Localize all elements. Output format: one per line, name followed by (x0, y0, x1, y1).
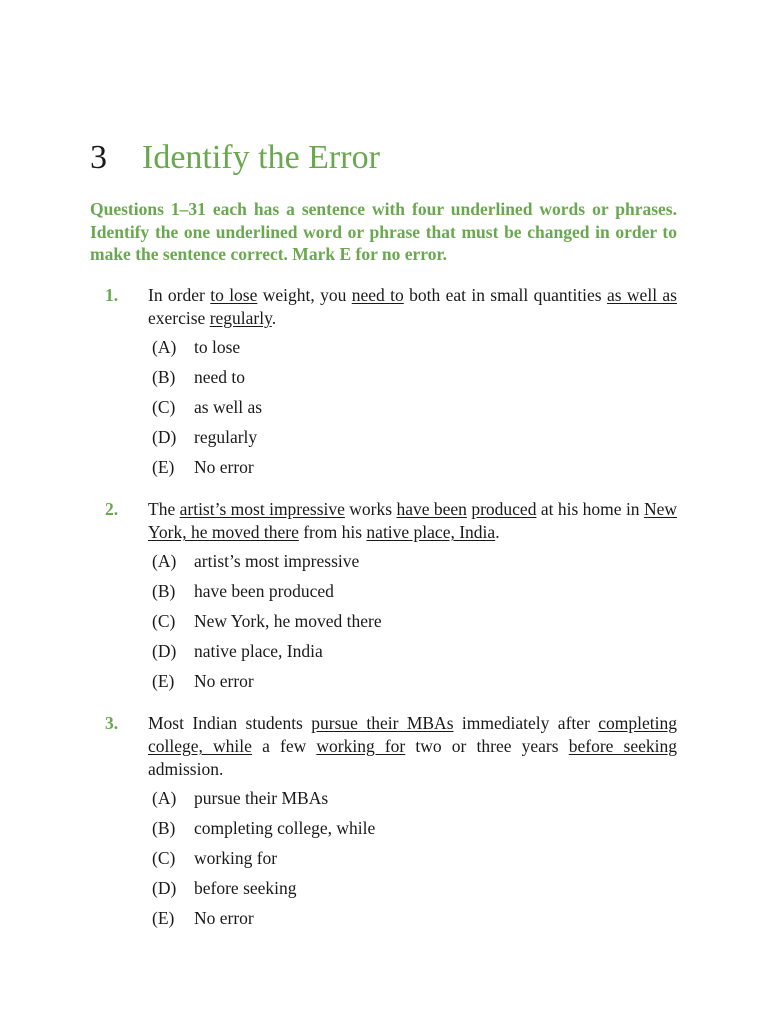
answer-option (152, 877, 677, 907)
question-stem (90, 712, 677, 781)
question-2 (90, 498, 677, 700)
sentence-text: immediately after (453, 713, 599, 733)
option-letter: (D) (152, 427, 177, 447)
sentence-text: Most Indian students (148, 713, 312, 733)
underlined-phrase: before seeking (568, 736, 678, 756)
option-letter: (D) (152, 878, 177, 898)
chapter-number: 3 (90, 139, 107, 176)
question-1 (90, 284, 677, 486)
answer-option (152, 640, 677, 670)
question-number: 3. (105, 713, 119, 733)
option-letter: (C) (152, 611, 176, 631)
sentence-text: admission. (148, 759, 224, 779)
option-letter: (E) (152, 671, 175, 691)
sentence-text: at his home in (536, 499, 644, 519)
answer-option (152, 817, 677, 847)
underlined-phrase: need to (351, 285, 404, 305)
sentence-text: The (148, 499, 180, 519)
option-text: before seeking (194, 878, 297, 898)
answer-option (152, 396, 677, 426)
chapter-title: Identify the Error (142, 139, 380, 176)
answer-option (152, 550, 677, 580)
option-text: completing college, while (194, 818, 376, 838)
answer-option (152, 336, 677, 366)
question-text (148, 712, 677, 781)
underlined-phrase: working for (316, 736, 406, 756)
instructions-paragraph: Questions 1–31 each has a sentence with four underlined words or phrases. Identify the one underlined word or phrase that must be changed in order to make the sentence correct. Mark E for no error. (90, 199, 677, 264)
option-text: No error (194, 908, 254, 928)
option-text: New York, he moved there (194, 611, 382, 631)
underlined-phrase: native place, India (366, 522, 496, 542)
underlined-phrase: New York, he moved there (148, 499, 677, 542)
underlined-phrase: artist’s most impressive (179, 499, 345, 519)
question-3 (90, 712, 677, 937)
answer-options (90, 787, 677, 937)
answer-option (152, 580, 677, 610)
chapter-heading (90, 136, 380, 180)
question-number: 2. (105, 499, 119, 519)
option-text: need to (194, 367, 246, 387)
option-letter: (B) (152, 367, 176, 387)
sentence-text: In order (148, 285, 211, 305)
option-text: No error (194, 671, 254, 691)
option-text: No error (194, 457, 254, 477)
option-text: artist’s most impressive (194, 551, 360, 571)
sentence-text: exercise (148, 308, 210, 328)
sentence-text: . (271, 308, 277, 328)
answer-options (90, 550, 677, 700)
option-letter: (E) (152, 908, 175, 928)
answer-option (152, 456, 677, 486)
option-letter: (C) (152, 397, 176, 417)
sentence-text: a few (251, 736, 317, 756)
option-letter: (B) (152, 818, 176, 838)
option-letter: (C) (152, 848, 176, 868)
option-letter: (D) (152, 641, 177, 661)
answer-option (152, 787, 677, 817)
answer-options (90, 336, 677, 486)
underlined-phrase: to lose (210, 285, 258, 305)
underlined-phrase: as well as (606, 285, 677, 305)
underlined-phrase: have been (396, 499, 467, 519)
sentence-text: both eat in small quantities (403, 285, 607, 305)
question-text (148, 284, 677, 330)
option-text: to lose (194, 337, 241, 357)
option-text: pursue their MBAs (194, 788, 329, 808)
question-stem (90, 284, 677, 330)
sentence-text: two or three years (405, 736, 569, 756)
answer-option (152, 426, 677, 456)
sentence-text: from his (298, 522, 367, 542)
answer-option (152, 610, 677, 640)
question-text (148, 498, 677, 544)
option-text: as well as (194, 397, 263, 417)
underlined-phrase: regularly (209, 308, 272, 328)
option-letter: (A) (152, 788, 177, 808)
option-text: working for (194, 848, 278, 868)
option-letter: (E) (152, 457, 175, 477)
underlined-phrase: completing college, while (148, 713, 678, 756)
option-letter: (A) (152, 337, 177, 357)
underlined-phrase: pursue their MBAs (311, 713, 454, 733)
answer-option (152, 907, 677, 937)
question-stem (90, 498, 677, 544)
option-letter: (B) (152, 581, 176, 601)
underlined-phrase: produced (471, 499, 537, 519)
sentence-text: works (344, 499, 397, 519)
answer-option (152, 366, 677, 396)
question-number: 1. (105, 285, 119, 305)
option-text: native place, India (194, 641, 323, 661)
option-text: regularly (194, 427, 258, 447)
sentence-text: weight, you (257, 285, 352, 305)
option-text: have been produced (194, 581, 334, 601)
option-letter: (A) (152, 551, 177, 571)
answer-option (152, 670, 677, 700)
answer-option (152, 847, 677, 877)
sentence-text: . (495, 522, 500, 542)
